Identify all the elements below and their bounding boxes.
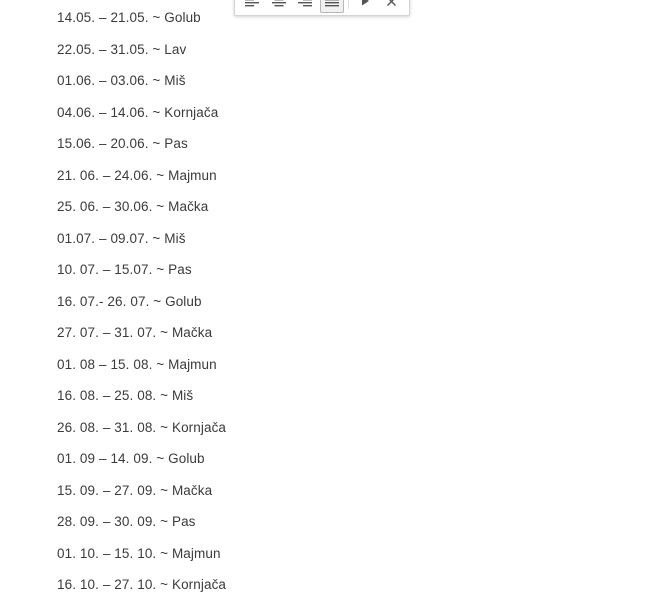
- align-justify-icon[interactable]: [320, 0, 345, 13]
- align-center-icon[interactable]: [267, 0, 292, 13]
- document-line: 26. 08. – 31. 08. ~ Kornjača: [57, 419, 227, 435]
- document-line: 25. 06. – 30.06. ~ Mačka: [57, 199, 209, 214]
- document-line: 21. 06. – 24.06. ~ Majmun: [57, 167, 217, 183]
- document-line: 15. 09. – 27. 09. ~ Mačka: [57, 482, 213, 498]
- close-icon[interactable]: [380, 0, 405, 13]
- document-line: 15.06. – 20.06. ~ Pas: [57, 136, 188, 151]
- document-line: 04.06. – 14.06. ~ Kornjača: [57, 104, 219, 120]
- document-line: 01. 10. – 15. 10. ~ Majmun: [57, 545, 221, 561]
- document-line: 16. 10. – 27. 10. ~ Kornjača: [57, 577, 227, 592]
- document-line: 01. 09 – 14. 09. ~ Golub: [57, 451, 205, 466]
- toolbar-divider: [348, 0, 349, 9]
- document-line: 16. 08. – 25. 08. ~ Miš: [57, 388, 194, 403]
- document-line: 28. 09. – 30. 09. ~ Pas: [57, 514, 196, 529]
- document-line: 01.07. – 09.07. ~ Miš: [57, 230, 186, 246]
- play-icon[interactable]: [353, 0, 378, 13]
- document-line: 10. 07. – 15.07. ~ Pas: [57, 262, 192, 277]
- document-line: 16. 07.- 26. 07. ~ Golub: [57, 293, 202, 309]
- document-line: 01. 08 – 15. 08. ~ Majmun: [57, 356, 217, 372]
- formatting-toolbar[interactable]: [234, 0, 410, 16]
- align-left-icon[interactable]: [240, 0, 265, 13]
- document-line: 22.05. – 31.05. ~ Lav: [57, 41, 187, 57]
- document-line: 27. 07. – 31. 07. ~ Mačka: [57, 325, 213, 340]
- document-line: 14.05. – 21.05. ~ Golub: [57, 10, 201, 25]
- document-line: 01.06. – 03.06. ~ Miš: [57, 73, 186, 88]
- align-right-icon[interactable]: [293, 0, 318, 13]
